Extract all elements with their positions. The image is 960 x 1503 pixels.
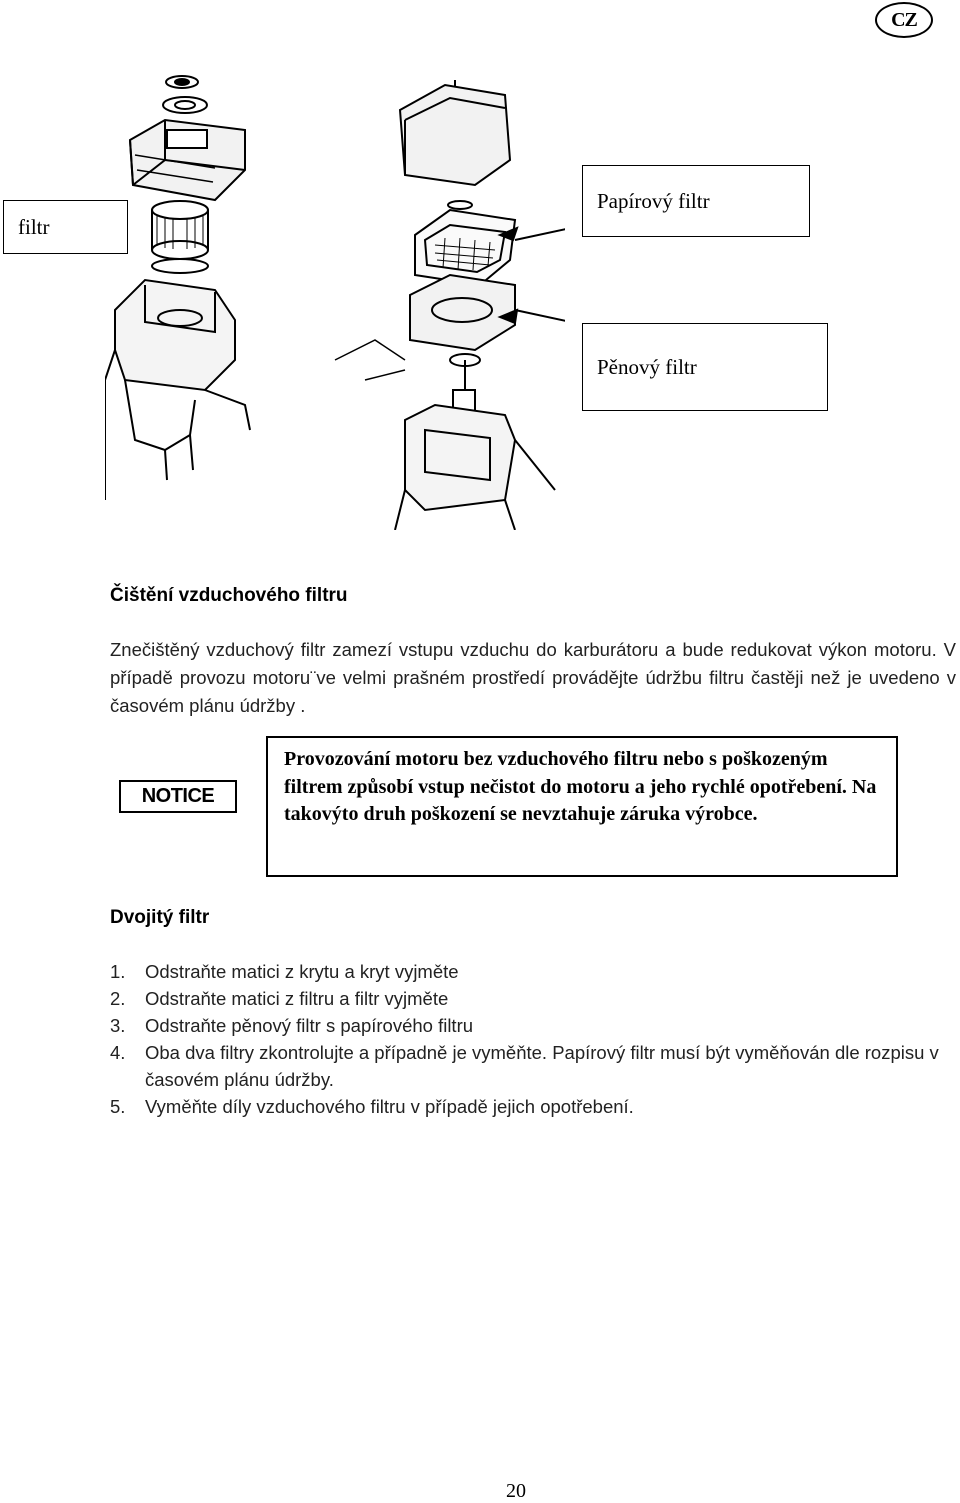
cleaning-paragraph: Znečištěný vzduchový filtr zamezí vstupu vzduchu do karburátoru a bude redukovat výkon motoru. V případě provozu motoru¨ve velmi prašném prostředí provádějte údržbu filtru častěji než je uvedeno v časovém plánu údržby . [110,639,956,716]
label-filter: filtr [3,200,128,254]
section-title-dual-filter: Dvojitý filtr [110,907,210,928]
notice-text-box: Provozování motoru bez vzduchového filtru nebo s poškozeným filtrem způsobí vstup nečistot do motoru a jeho rychlé opotřebení. Na takovýto druh poškození se nevztahuje záruka výrobce. [266,736,898,877]
list-item: 1. Odstraňte matici z krytu a kryt vyjměte [110,961,459,982]
label-paper-filter: Papírový filtr [582,165,810,237]
left-filter-assembly [105,76,250,500]
section-title-cleaning: Čištění vzduchového filtru [110,585,348,606]
notice-icon: NOTICE [119,780,237,813]
label-foam-filter: Pěnový filtr [582,323,828,411]
list-item: 5. Vyměňte díly vzduchového filtru v případě jejich opotřebení. [110,1096,634,1117]
right-filter-assembly [335,80,555,530]
list-item: 4. Oba dva filtry zkontrolujte a případně je vyměňte. Papírový filtr musí být vyměňován dle rozpisu v časovém plánu údržby. [110,1042,939,1090]
air-filter-exploded-illustration [105,60,565,530]
list-item: 2. Odstraňte matici z filtru a filtr vyjměte [110,988,449,1009]
list-item: 3. Odstraňte pěnový filtr s papírového filtru [110,1015,474,1036]
page-number: 20 [506,1480,526,1502]
dual-filter-steps [110,958,960,1120]
language-badge: CZ [875,2,933,38]
